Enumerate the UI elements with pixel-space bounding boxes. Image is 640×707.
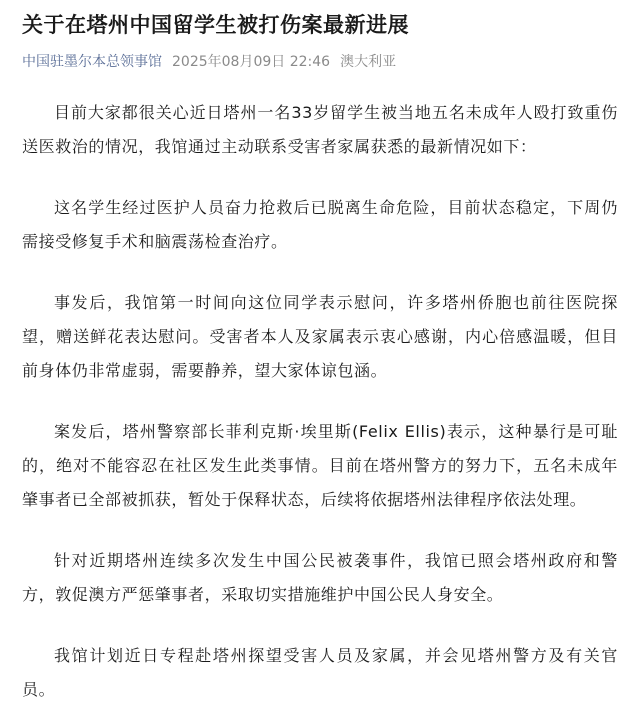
- publish-time: 22:46: [289, 54, 331, 70]
- body-paragraph: 针对近期塔州连续多次发生中国公民被袭事件，我馆已照会塔州政府和警方，敦促澳方严惩肇事者，采取切实措施维护中国公民人身安全。: [22, 551, 618, 604]
- publish-location: 澳大利亚: [340, 54, 397, 70]
- article-body: [22, 96, 618, 707]
- account-name-link[interactable]: 中国驻墨尔本总领事馆: [22, 54, 162, 70]
- body-paragraph: 案发后，塔州警察部长菲利克斯·埃里斯(Felix Ellis)表示，这种暴行是可耻的，绝对不能容忍在社区发生此类事情。目前在塔州警方的努力下，五名未成年肇事者已全部被抓获，暂处于保释状态，后续将依据塔州法律程序依法处理。: [22, 422, 618, 509]
- publish-date: 2025年08月09日: [172, 54, 286, 70]
- body-paragraph: 事发后，我馆第一时间向这位同学表示慰问，许多塔州侨胞也前往医院探望，赠送鲜花表达慰问。受害者本人及家属表示衷心感谢，内心倍感温暖，但目前身体仍非常虚弱，需要静养，望大家体谅包涵。: [22, 293, 618, 380]
- body-paragraph: 这名学生经过医护人员奋力抢救后已脱离生命危险，目前状态稳定，下周仍需接受修复手术和脑震荡检查治疗。: [22, 198, 618, 251]
- body-paragraph: 目前大家都很关心近日塔州一名33岁留学生被当地五名未成年人殴打致重伤送医救治的情况，我馆通过主动联系受害者家属获悉的最新情况如下：: [22, 103, 618, 156]
- article-meta: [22, 52, 618, 72]
- article-title: 关于在塔州中国留学生被打伤案最新进展: [22, 13, 409, 37]
- body-paragraph: 我馆计划近日专程赴塔州探望受害人员及家属，并会见塔州警方及有关官员。: [22, 646, 618, 699]
